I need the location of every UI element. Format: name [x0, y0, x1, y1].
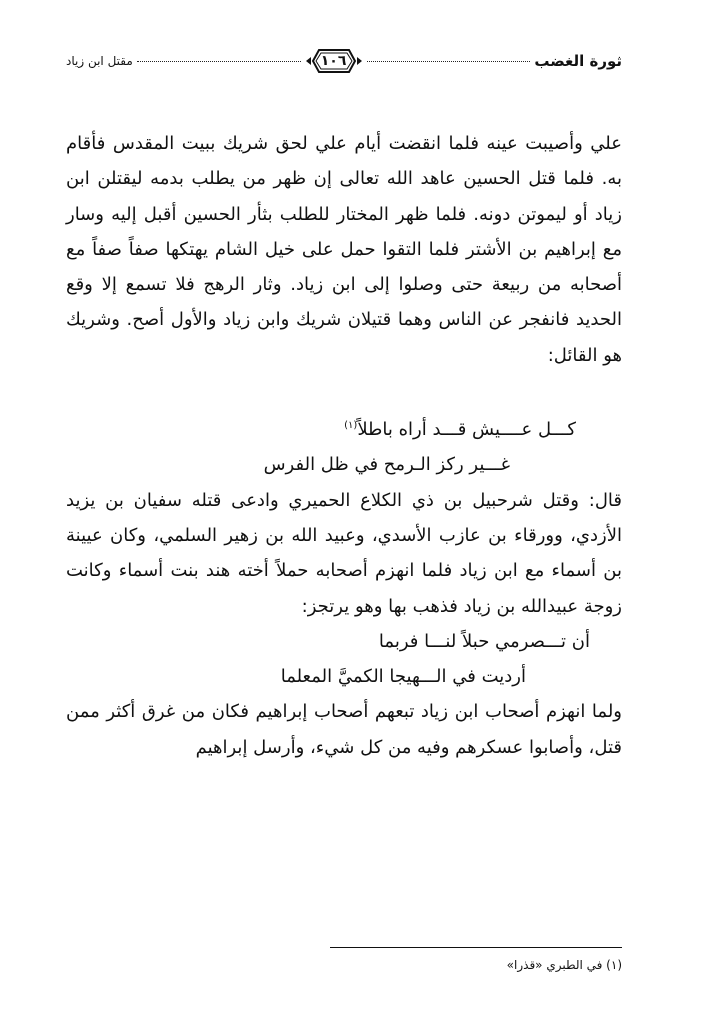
header-dotted-leader [367, 61, 531, 62]
footnote-divider [330, 947, 622, 948]
footnote: (١) في الطبري «قذرا» [506, 958, 622, 972]
page-number-badge [305, 47, 363, 75]
book-title: ثورة الغضب [534, 52, 622, 70]
verse-line: أن تـــصرمي حبلاً لنـــا فربما [378, 630, 590, 652]
verse-line [66, 408, 622, 447]
page-body [66, 126, 622, 765]
footnote-ref: (١) [344, 420, 358, 432]
verse-line: أرديت في الـــهيجا الكميَّ المعلما [280, 666, 526, 688]
paragraph: قال: وقتل شرحبيل بن ذي الكلاع الحميري وادعى قتله سفيان بن يزيد الأزدي، وورقاء بن عازب الأسدي، وعبيد الله بن زهير السلمي، وكان عيينة بن أسماء مع ابن زياد فلما انهزم أصحابه حملاً أخته هند بنت أسماء وكانت زوجة عبيدالله بن زياد فذهب بها وهو يرتجز: [66, 489, 622, 617]
paragraph: علي وأصيبت عينه فلما انقضت أيام علي لحق شريك ببيت المقدس فأقام به. فلما قتل الحسين عاهد الله تعالى إن ظهر من يطلب بدمه ليقتلن ابن زياد أو ليموتن دونه. فلما ظهر المختار للطلب بثأر الحسين أقبل إليه وسار مع إبراهيم بن الأشتر فلما التقوا حمل على خيل الشام يهتكها صفاً صفاً مع أصحابه من ربيعة حتى وصلوا إلى ابن زياد. وثار الرهج فلا تسمع إلا وقع الحديد فانفجر عن الناس وهما قتيلان شريك وابن زياد والأول أصح. وشريك هو القائل: [66, 133, 622, 366]
header-dotted-leader [137, 61, 301, 62]
verse-line: غـــير ركز الـرمح في ظل الفرس [263, 454, 510, 476]
chapter-title: مقتل ابن زياد [66, 54, 133, 68]
paragraph: ولما انهزم أصحاب ابن زياد تبعهم أصحاب إبراهيم فكان من غرق أكثر ممن قتل، وأصابوا عسكرهم وفيه من كل شيء، وأرسل إبراهيم [66, 701, 622, 758]
page-number: ١٠٦ [320, 53, 347, 69]
verse-text: كـــل عــــيش قـــد أراه باطلاً [357, 419, 576, 441]
spacer [66, 373, 622, 408]
running-header [66, 42, 622, 80]
